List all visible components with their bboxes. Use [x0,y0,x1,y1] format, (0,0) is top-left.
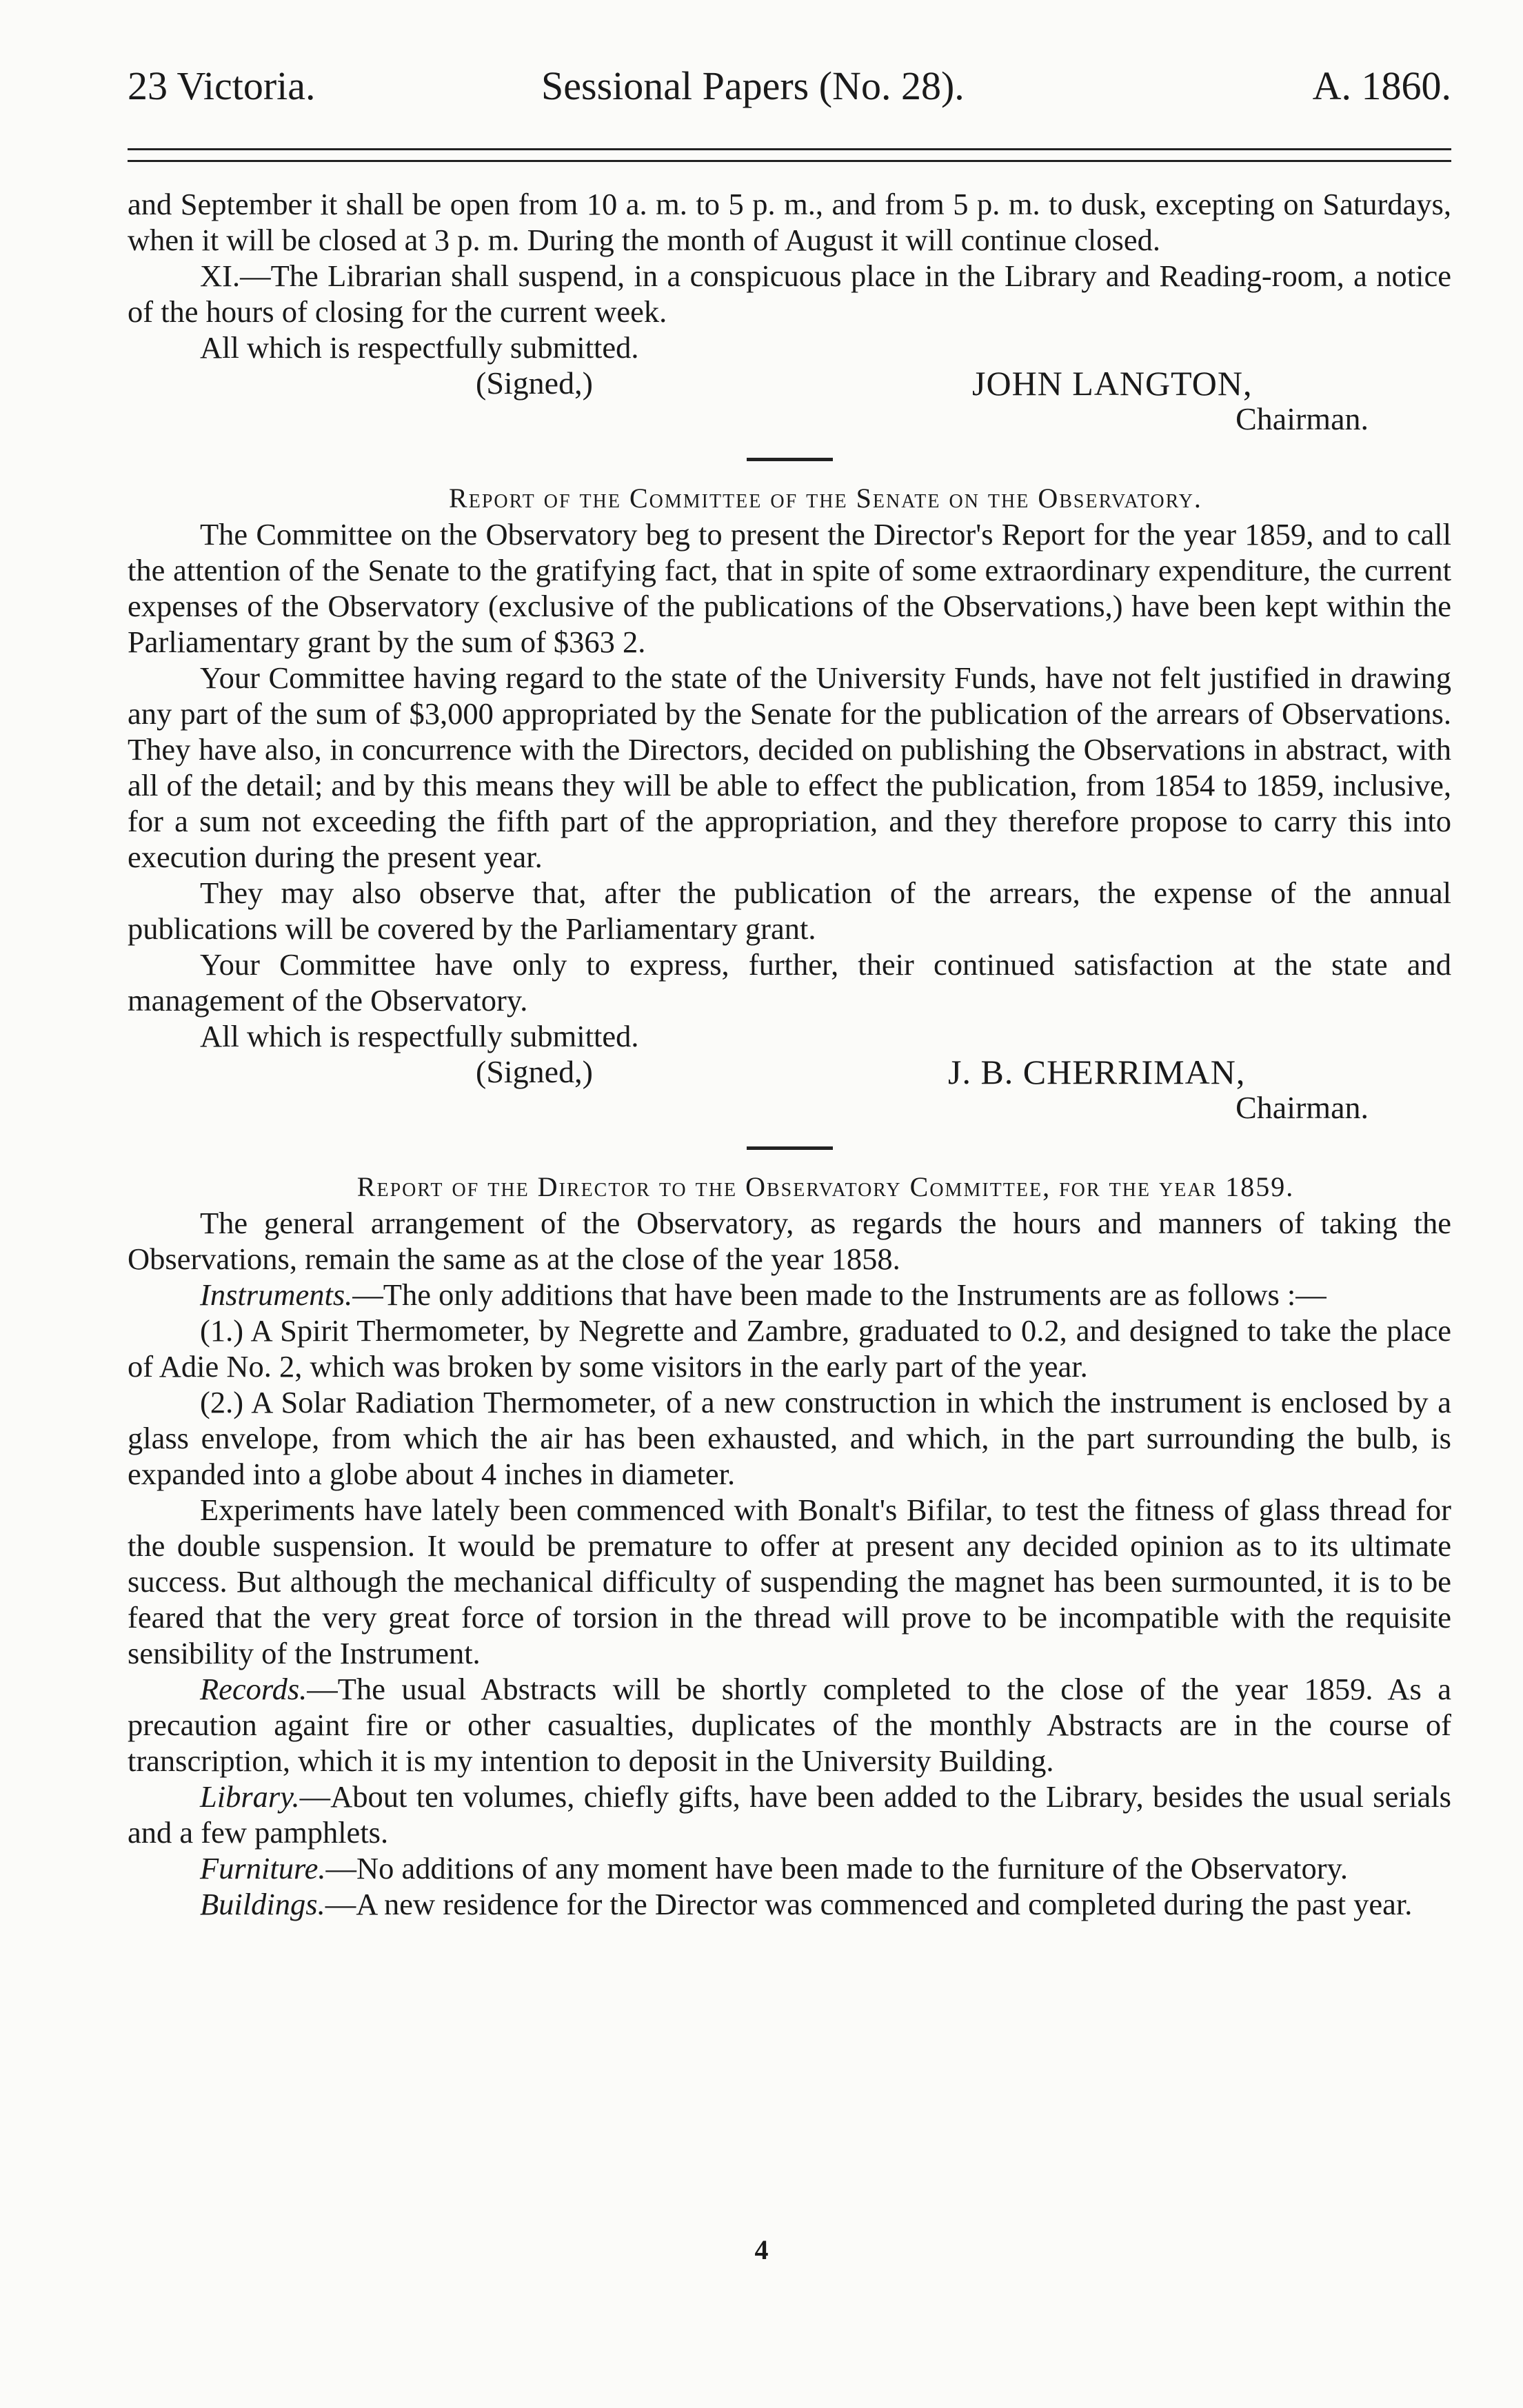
furniture-text: —No additions of any moment have been made to the furniture of the Observatory. [325,1851,1349,1885]
section-divider [747,458,833,461]
body-text [128,186,1451,1922]
signed-label: (Signed,) [476,1054,593,1089]
header-volume: 23 Victoria. [128,63,316,108]
paragraph: They may also observe that, after the publication of the arrears, the expense of the annual publications will be covered by the Parliamentary grant. [128,876,1451,946]
signature-block-langton [128,365,1451,437]
buildings-text: —A new residence for the Director was commenced and completed during the past year. [325,1887,1413,1921]
header-year: A. 1860. [1312,63,1451,108]
instruments-lead: Instruments. [200,1277,353,1312]
header-double-rule [128,148,1451,162]
paragraph-submitted: All which is respectfully submitted. [200,1019,639,1053]
signatory-name: J. B. CHERRIMAN, [948,1053,1246,1091]
paragraph-records [128,1671,1451,1779]
paragraph-buildings [128,1886,1451,1922]
signatory-title: Chairman. [1235,401,1369,436]
paragraph: The general arrangement of the Observatory, as regards the hours and manners of taking the Observations, remain the same as at the close of the year 1858. [128,1206,1451,1276]
paragraph: The Committee on the Observatory beg to present the Director's Report for the year 1859, and to call the attention of the Senate to the gratifying fact, that in spite of some extraordinary expenditure, the current expenses of the Observatory (exclusive of the publications of the Observations,) have been kept within the Parliamentary grant by the sum of $363 2. [128,517,1451,659]
library-text: —About ten volumes, chiefly gifts, have been added to the Library, besides the usual serials and a few pamphlets. [128,1779,1451,1850]
buildings-lead: Buildings. [200,1887,325,1921]
section-heading-director-report: Report of the Director to the Observatory Committee, for the year 1859. [356,1171,1295,1202]
running-header [128,48,1451,124]
paragraph: Your Committee have only to express, further, their continued satisfaction at the state and management of the Observatory. [128,947,1451,1018]
paragraph-rule-xi: XI.—The Librarian shall suspend, in a conspicuous place in the Library and Reading-room, a notice of the hours of closing for the current week. [128,259,1451,329]
paragraph-instruments [128,1277,1451,1313]
section-divider [747,1146,833,1150]
records-lead: Records. [200,1672,307,1706]
page-number: 4 [754,2234,769,2265]
paragraph-library [128,1779,1451,1850]
signatory-name: JOHN LANGTON, [972,364,1253,403]
paragraph: Experiments have lately been commenced with Bonalt's Bifilar, to test the fitness of glass thread for the double suspension. It would be premature to offer at present any decided opinion as to its ultimate success. But although the mechanical difficulty of suspending the magnet has been surmounted, it is to be feared that the very great force of torsion in the thread will prove to be incompatible with the requisite sensibility of the Instrument. [128,1493,1451,1670]
list-item: (1.) A Spirit Thermometer, by Negrette and Zambre, graduated to 0.2, and designed to take the place of Adie No. 2, which was broken by some visitors in the early part of the year. [128,1313,1451,1384]
signed-label: (Signed,) [476,365,593,401]
library-lead: Library. [200,1779,300,1814]
signature-block-cherriman [128,1054,1451,1126]
paragraph-submitted: All which is respectfully submitted. [200,330,639,365]
list-item: (2.) A Solar Radiation Thermometer, of a new construction in which the instrument is enclosed by a glass envelope, from which the air has been exhausted, and which, in the part surrounding the bulb, is expanded into a globe about 4 inches in diameter. [128,1385,1451,1491]
paragraph-furniture [128,1850,1451,1886]
records-text: —The usual Abstracts will be shortly completed to the close of the year 1859. As a precaution againt fire or other casualties, duplicates of the monthly Abstracts are in the course of transcription, which it is my intention to deposit in the University Building. [128,1672,1451,1778]
furniture-lead: Furniture. [200,1851,326,1885]
paragraph-continued: and September it shall be open from 10 a. m. to 5 p. m., and from 5 p. m. to dusk, excepting on Saturdays, when it will be closed at 3 p. m. During the month of August it will continue closed. [128,187,1451,257]
header-title: Sessional Papers (No. 28). [541,63,965,108]
signatory-title: Chairman. [1235,1090,1369,1125]
section-heading-senate-report: Report of the Committee of the Senate on the Observatory. [449,483,1202,514]
instruments-text: —The only additions that have been made to the Instruments are as follows :— [352,1277,1327,1312]
paragraph: Your Committee having regard to the state of the University Funds, have not felt justified in drawing any part of the sum of $3,000 appropriated by the Senate for the publication of the arrears of Observations. They have also, in concurrence with the Directors, decided on publishing the Observations in abstract, with all of the detail; and by this means they will be able to effect the publication, from 1854 to 1859, inclusive, for a sum not exceeding the fifth part of the appropriation, and they therefore propose to carry this into execution during the present year. [128,660,1451,874]
